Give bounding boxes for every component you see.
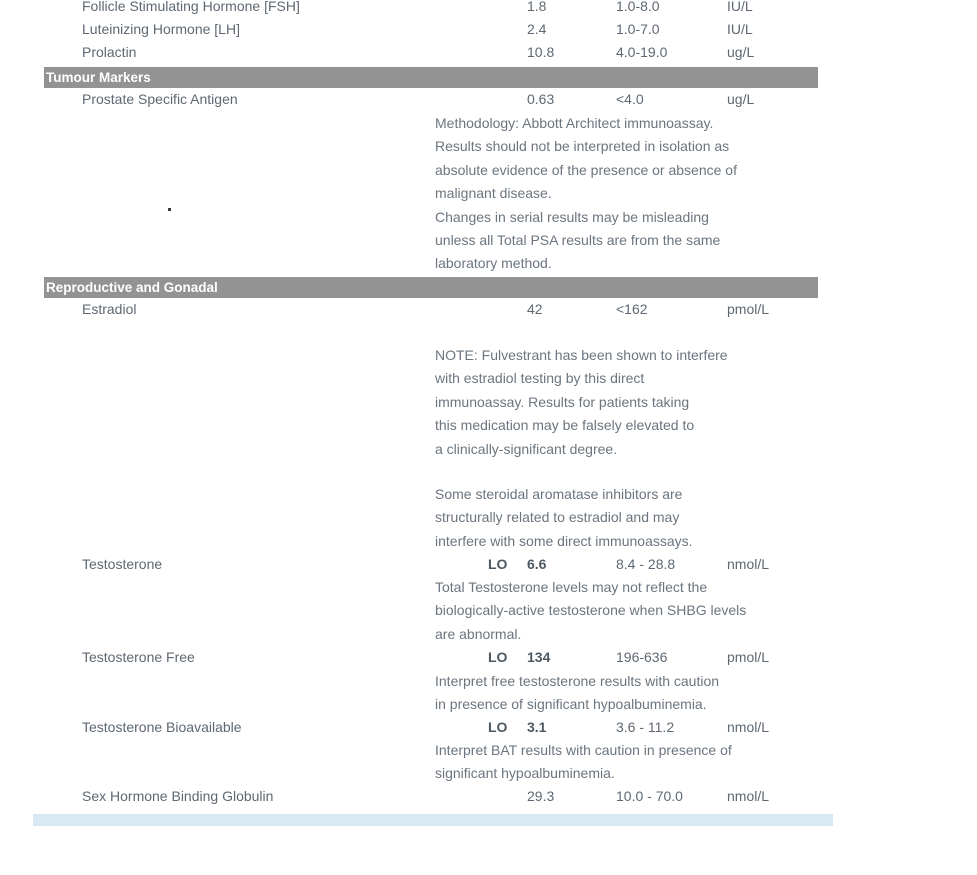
estradiol-fulvestrant-note (435, 344, 728, 461)
test-result: 6.6 (527, 556, 547, 572)
bottom-highlight-bar (33, 814, 833, 826)
note-line: unless all Total PSA results are from the same (435, 231, 721, 248)
test-result: 29.3 (527, 788, 555, 804)
note-line: Methodology: Abbott Architect immunoassay. (435, 115, 714, 131)
test-name: Estradiol (82, 301, 137, 317)
note-line: Some steroidal aromatase inhibitors are (435, 486, 683, 502)
test-range: <162 (616, 301, 648, 317)
test-result: 1.8 (527, 0, 547, 14)
test-row-psa (0, 88, 977, 111)
test-row-fsh (0, 0, 977, 18)
note-line: with estradiol testing by this direct (435, 370, 645, 387)
note-line: a clinically-significant degree. (435, 440, 618, 457)
note-line: malignant disease. (435, 185, 552, 202)
test-name: Sex Hormone Binding Globulin (82, 788, 274, 804)
note-line: in presence of significant hypoalbuminemia. (435, 696, 707, 713)
test-result: 2.4 (527, 21, 547, 37)
test-units: nmol/L (727, 719, 770, 735)
section-header-tumour-markers (44, 67, 818, 88)
testosterone-free-note (435, 670, 719, 717)
test-units: IU/L (727, 21, 753, 37)
note-line: Total Testosterone levels may not reflect the (435, 579, 708, 595)
note-line: interfere with some direct immunoassays. (435, 532, 693, 549)
section-header-label: Tumour Markers (46, 70, 151, 85)
note-line: structurally related to estradiol and may (435, 509, 680, 526)
psa-methodology-note (435, 112, 737, 276)
test-row-lh (0, 18, 977, 41)
test-row-testosterone-bioavailable (0, 716, 977, 739)
test-units: pmol/L (727, 649, 770, 665)
test-range: 10.0 - 70.0 (616, 788, 683, 804)
test-units: ug/L (727, 44, 755, 60)
test-name: Testosterone Bioavailable (82, 719, 242, 735)
section-header-label: Reproductive and Gonadal (46, 280, 218, 295)
test-range: 3.6 - 11.2 (616, 719, 675, 735)
test-row-estradiol (0, 298, 977, 321)
note-line: Interpret BAT results with caution in presence of (435, 742, 732, 758)
note-line: are abnormal. (435, 625, 522, 642)
test-range: 196-636 (616, 649, 668, 665)
note-line: laboratory method. (435, 255, 552, 272)
test-row-prolactin (0, 41, 977, 64)
test-units: nmol/L (727, 556, 770, 572)
note-line: this medication may be falsely elevated to (435, 417, 695, 434)
test-range: 1.0-7.0 (616, 21, 660, 37)
note-line: Changes in serial results may be misleading (435, 208, 709, 225)
note-line: biologically-active testosterone when SHBG levels (435, 602, 747, 619)
note-line: Interpret free testosterone results with caution (435, 673, 720, 689)
test-range: <4.0 (616, 91, 644, 107)
testosterone-note (435, 576, 746, 646)
note-line: NOTE: Fulvestrant has been shown to interfere (435, 347, 728, 363)
note-line: Results should not be interpreted in isolation as (435, 138, 730, 155)
test-result: 0.63 (527, 91, 555, 107)
test-units: pmol/L (727, 301, 770, 317)
estradiol-aromatase-note (435, 483, 693, 553)
low-flag: LO (488, 649, 508, 665)
stray-dot (168, 208, 171, 211)
test-range: 8.4 - 28.8 (616, 556, 676, 572)
section-header-reproductive-gonadal (44, 277, 818, 298)
test-range: 1.0-8.0 (616, 0, 660, 14)
test-name: Prolactin (82, 44, 137, 60)
test-row-shbg (0, 785, 977, 808)
note-line: absolute evidence of the presence or absence of (435, 161, 737, 178)
test-name: Prostate Specific Antigen (82, 91, 238, 107)
test-units: IU/L (727, 0, 753, 14)
low-flag: LO (488, 719, 508, 735)
test-result: 134 (527, 649, 551, 665)
test-name: Testosterone (82, 556, 163, 572)
test-row-testosterone (0, 553, 977, 576)
test-name: Follicle Stimulating Hormone [FSH] (82, 0, 300, 14)
test-range: 4.0-19.0 (616, 44, 668, 60)
note-line: immunoassay. Results for patients taking (435, 393, 690, 410)
test-result: 42 (527, 301, 543, 317)
testosterone-bioavailable-note (435, 739, 732, 786)
test-name: Testosterone Free (82, 649, 195, 665)
test-units: ug/L (727, 91, 755, 107)
test-units: nmol/L (727, 788, 770, 804)
test-result: 10.8 (527, 44, 555, 60)
low-flag: LO (488, 556, 508, 572)
test-result: 3.1 (527, 719, 547, 735)
note-line: significant hypoalbuminemia. (435, 765, 615, 782)
test-row-testosterone-free (0, 646, 977, 669)
test-name: Luteinizing Hormone [LH] (82, 21, 240, 37)
